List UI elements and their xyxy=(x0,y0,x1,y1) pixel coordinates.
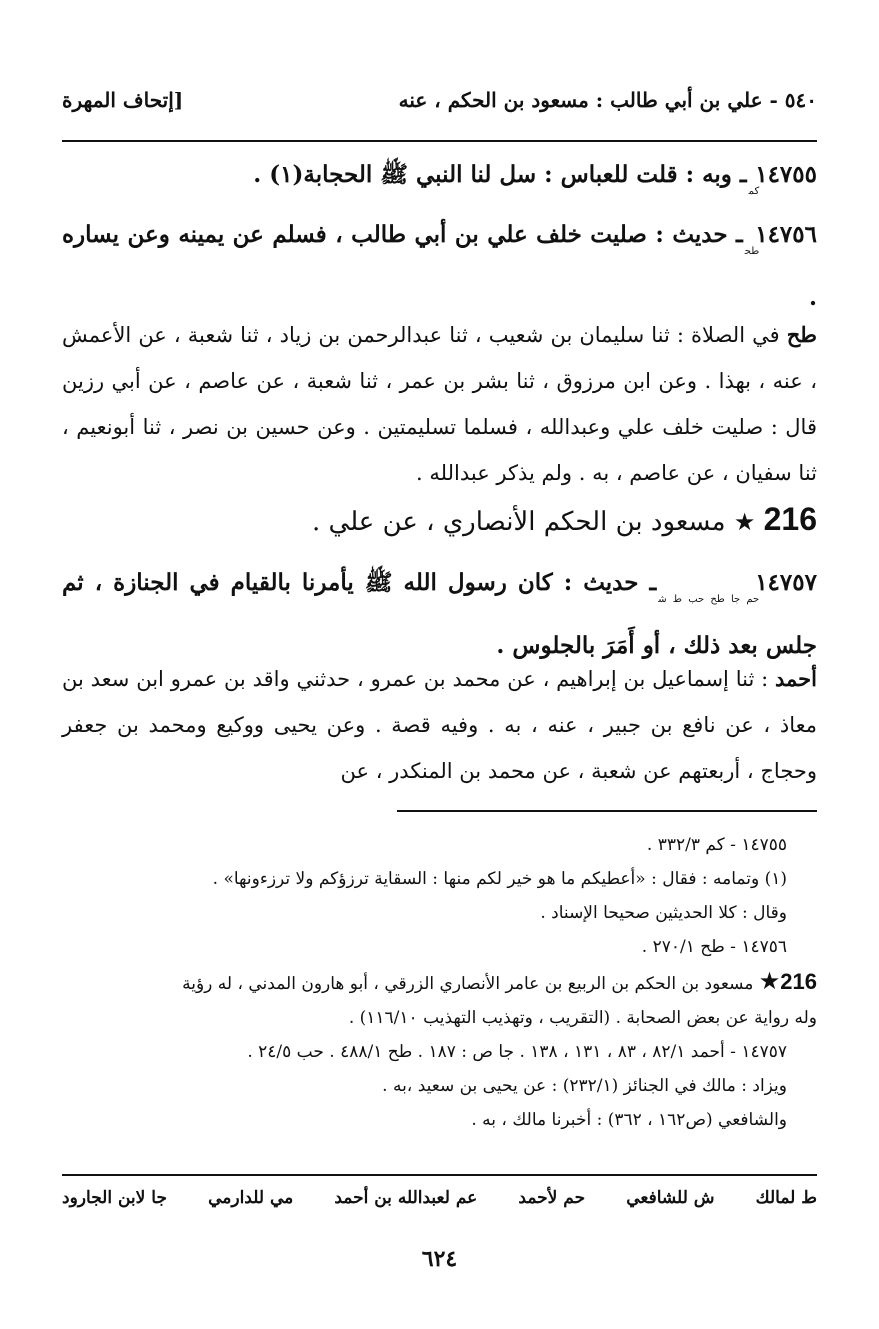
footnote-line: ١٤٧٥٧ - أحمد ٨٢/١ ، ٨٣ ، ١٣١ ، ١٣٨ . جا ص : ١٨٧ . طح ٤٨٨/١ . حب ٢٤/٥ . xyxy=(247,1042,787,1062)
entry-number: ١٤٧٥٦ xyxy=(755,221,817,248)
running-title: ٥٤٠ - علي بن أبي طالب : مسعود بن الحكم ، عنه xyxy=(398,88,817,112)
legend-item: ش للشافعي xyxy=(626,1188,715,1208)
legend-item: جا لابن الجارود xyxy=(62,1188,167,1208)
legend-item: مي للدارمي xyxy=(208,1188,294,1208)
paragraph-ahmad xyxy=(62,656,817,794)
legend-rule xyxy=(62,1174,817,1176)
star-icon: ★ xyxy=(733,508,756,536)
entry-14756 xyxy=(62,212,817,321)
footnote-line: ويزاد : مالك في الجنائز (٢٣٢/١) : عن يحيى بن سعيد ،به . xyxy=(382,1076,787,1096)
footnote-line: ١٤٧٥٥ - كم ٣٣٢/٣ . xyxy=(646,835,787,855)
entry-siglum: طح xyxy=(744,246,760,257)
entry-number: ١٤٧٥٧ xyxy=(755,569,817,596)
legend-item: عم لعبدالله بن أحمد xyxy=(334,1188,478,1208)
book-title: [إتحاف المهرة xyxy=(62,88,184,112)
abbreviation-legend xyxy=(62,1188,817,1208)
page-number: ٦٢٤ xyxy=(421,1246,458,1272)
paragraph-lead: طح xyxy=(786,322,817,347)
legend-item: ط لمالك xyxy=(755,1188,817,1208)
entry-text: ـ حديث : صليت خلف علي بن أبي طالب ، فسلم عن يمينه وعن يساره . xyxy=(62,221,817,311)
paragraph-tahawi xyxy=(62,312,817,496)
legend-item: حم لأحمد xyxy=(518,1188,586,1208)
footnote-rule xyxy=(397,810,817,812)
entry-14757 xyxy=(62,560,817,669)
section-number: 216 xyxy=(763,501,817,537)
header-rule xyxy=(62,140,817,142)
footnote-line: وقال : كلا الحديثين صحيحا الإسناد . xyxy=(540,903,787,923)
entry-siglum: حم جا طح حب ط ش xyxy=(658,594,760,605)
star-icon: ★ xyxy=(758,967,781,995)
paragraph-text: في الصلاة : ثنا سليمان بن شعيب ، ثنا عبدالرحمن بن زياد ، ثنا شعبة ، عن الأعمش ، عنه ، بهذا . وعن ابن مرزوق ، ثنا بشر بن عمر ، ثنا شعبة ، عن عاصم ، عن أبي رزين قال : صليت خلف علي وعبدالله ، فسلما تسليمتين . وعن حسين بن نصر ، ثنا أبونعيم ، ثنا سفيان ، عن عاصم ، به . ولم يذكر عبدالله . xyxy=(62,323,817,485)
footnote-line: ١٤٧٥٦ - طح ٢٧٠/١ . xyxy=(641,937,787,957)
paragraph-text: : ثنا إسماعيل بن إبراهيم ، عن محمد بن عمرو ، حدثني واقد بن عمرو ابن سعد بن معاذ ، عن نافع بن جبير ، عنه ، به . وفيه قصة . وعن يحيى ووكيع ومحمد بن جعفر وحجاج ، أربعتهم عن شعبة ، عن محمد بن المنكدر ، عن xyxy=(62,667,817,783)
entry-text: ـ وبه : قلت للعباس : سل لنا النبي ﷺ الحجابة(١) . xyxy=(253,161,747,188)
entry-number: ١٤٧٥٥ xyxy=(755,161,817,188)
footnote-bio xyxy=(62,964,817,1001)
entry-text: ـ حديث : كان رسول الله ﷺ يأمرنا بالقيام في الجنازة ، ثم جلس بعد ذلك ، أو أَمَرَ بالجلوس . xyxy=(62,569,817,659)
entry-14755 xyxy=(62,152,817,215)
footnote-line: والشافعي (ص١٦٢ ، ٣٦٢) : أخبرنا مالك ، به . xyxy=(471,1110,787,1130)
footnote-bio-number: 216 xyxy=(780,969,817,994)
footnote-bio-line2: وله رواية عن بعض الصحابة . (التقريب ، وتهذيب التهذيب ١١٦/١٠) . xyxy=(348,1008,817,1028)
footnote-line: (١) وتمامه : فقال : «أعطيكم ما هو خير لكم منها : السقاية ترزؤكم ولا ترزءونها» . xyxy=(212,869,787,889)
footnotes xyxy=(62,828,817,1137)
section-title: مسعود بن الحكم الأنصاري ، عن علي . xyxy=(312,507,726,537)
section-heading xyxy=(62,496,817,545)
footnote-bio-line1: مسعود بن الحكم بن الربيع بن عامر الأنصاري الزرقي ، أبو هارون المدني ، له رؤية xyxy=(182,974,759,994)
entry-siglum: كم xyxy=(748,186,760,197)
paragraph-lead: أحمد xyxy=(775,666,817,691)
